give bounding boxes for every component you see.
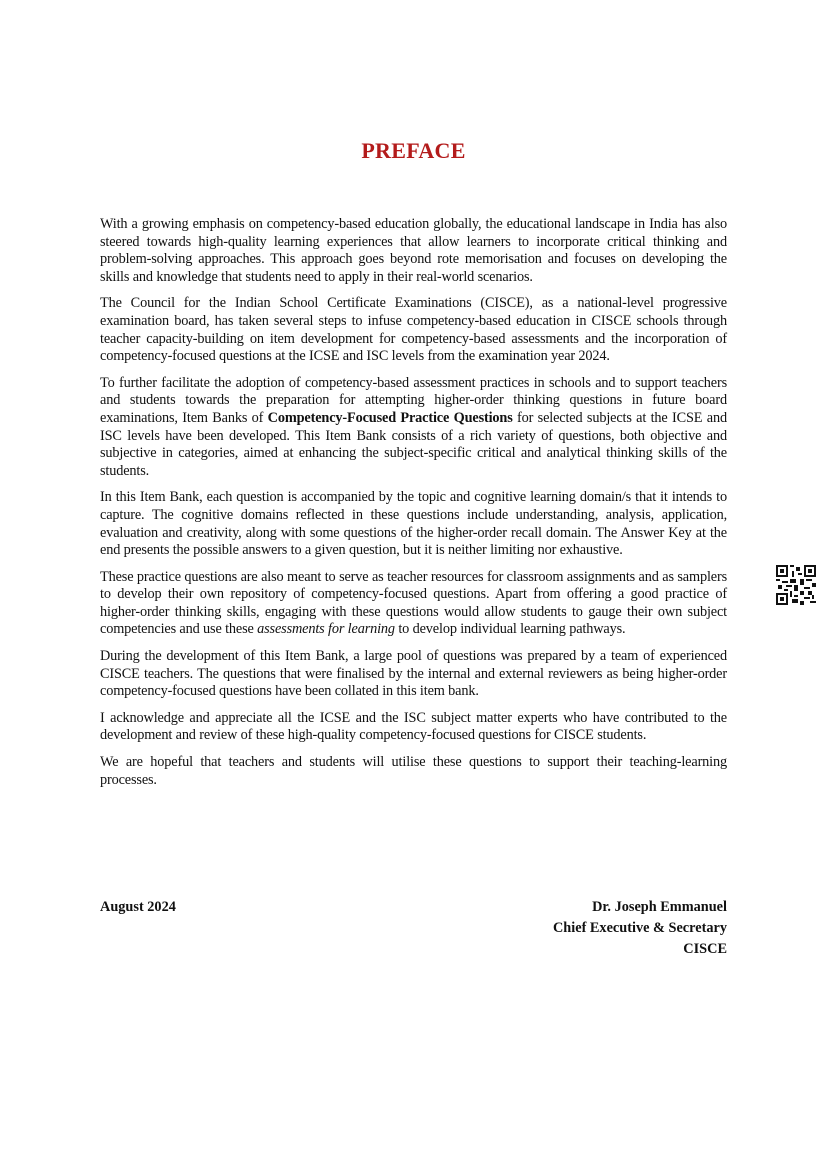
- paragraph-cognitive-domains: In this Item Bank, each question is accompanied by the topic and cognitive learning domain/s that it intends to capture. The cognitive domains reflected in these questions include understanding, analysis, application, evaluation and creativity, along with some questions of the higher-order recall domain. The Answer Key at the end presents the possible answers to a given question, but it is neither limiting nor exhaustive.: [100, 489, 727, 559]
- paragraph-teacher-resources: [100, 569, 727, 639]
- paragraph-intro: With a growing emphasis on competency-based education globally, the educational landscape in India has also steered towards high-quality learning experiences that allow learners to incorporate critical thinking and problem-solving approaches. This approach goes beyond rote memorisation and focuses on developing the skills and knowledge that students need to apply in their real-world scenarios.: [100, 216, 727, 285]
- signer-organisation: CISCE: [683, 941, 727, 957]
- text: To further facilitate the adoption of competency-based assessment practices in schools and to support teachers and students towards the preparation for attempting higher-order thinking questions in future board examinations, Item Banks of: [100, 374, 727, 426]
- text: These practice questions are also meant to serve as teacher resources for classroom assignments and as samplers to develop their own repository of competency-focused questions. Apart from offering a good practice of higher-order thinking skills, engaging with these questions would allow students to gauge their own subject competencies and use these: [100, 568, 727, 638]
- paragraph-acknowledgement: I acknowledge and appreciate all the ICSE and the ISC subject matter experts who have contributed to the development and review of these high-quality competency-focused questions for CISCE students.: [100, 709, 727, 744]
- signer-designation: Chief Executive & Secretary: [552, 920, 727, 936]
- page-title: PREFACE: [361, 138, 466, 163]
- italic-text: assessments for learning: [257, 621, 395, 638]
- signer-name: Dr. Joseph Emmanuel: [592, 899, 727, 915]
- preface-body: [100, 216, 727, 798]
- paragraph-development: During the development of this Item Bank, a large pool of questions was prepared by a team of experienced CISCE teachers. The questions that were finalised by the internal and external reviewers as being higher-order competency-focused questions have been collated in this item bank.: [100, 648, 727, 700]
- signer: [553, 897, 727, 960]
- qr-code-icon: [776, 565, 816, 605]
- date: August 2024: [100, 899, 176, 915]
- text: to develop individual learning pathways.: [394, 621, 626, 638]
- paragraph-cisce: The Council for the Indian School Certificate Examinations (CISCE), as a national-level progressive examination board, has taken several steps to infuse competency-based education in CISCE schools through teacher capacity-building on item development for competency-based assessments and the incorporation of competency-focused questions at the ICSE and ISC levels from the examination year 2024.: [100, 295, 727, 365]
- paragraph-item-banks: [100, 375, 727, 481]
- paragraph-closing: We are hopeful that teachers and students will utilise these questions to support their teaching-learning processes.: [100, 754, 727, 788]
- bold-text: Competency-Focused Practice Questions: [267, 409, 513, 426]
- text: for selected subjects at the ICSE and ISC levels have been developed. This Item Bank consists of a rich variety of questions, both objective and subjective in categories, aimed at enhancing the subject-specific critical and analytical thinking skills of the students.: [100, 409, 727, 479]
